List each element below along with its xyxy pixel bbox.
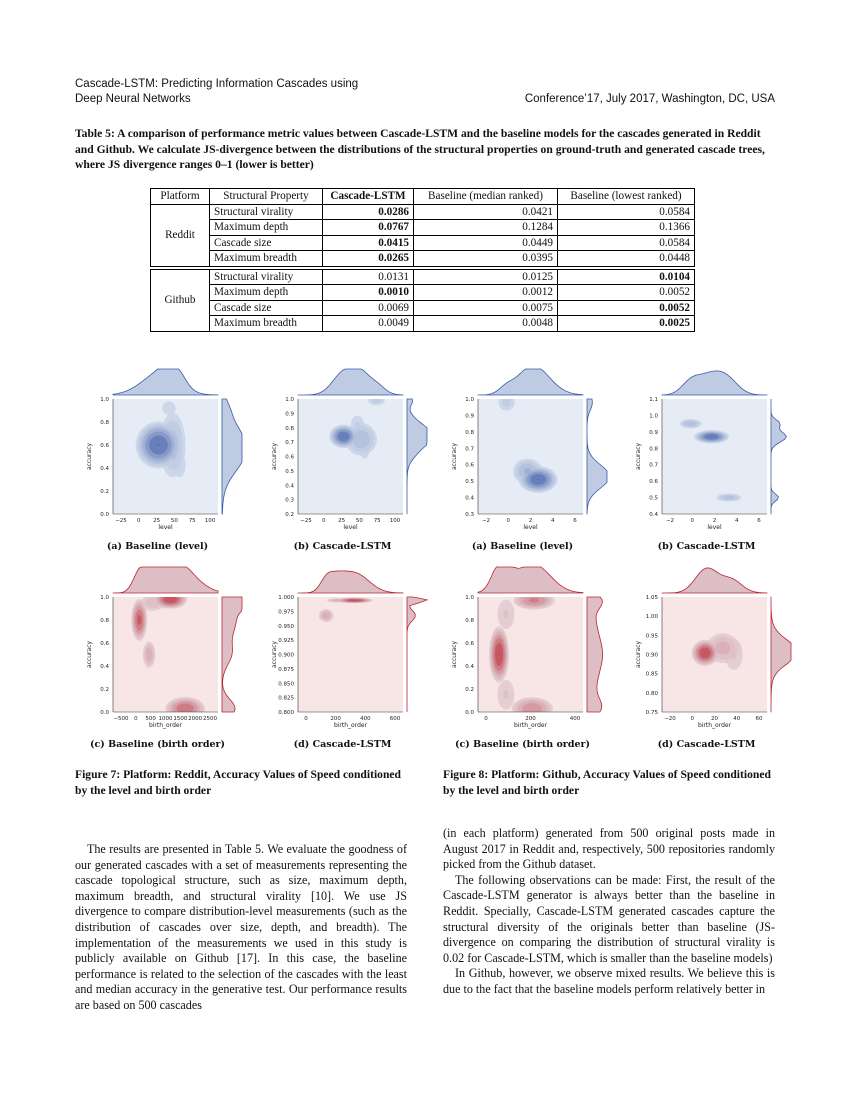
x-axis-label: birth_order xyxy=(148,722,183,729)
value-cell: 0.0104 xyxy=(558,269,695,285)
y-tick-label: 1.05 xyxy=(645,595,658,601)
y-tick-label: 0.80 xyxy=(645,690,658,697)
y-tick-label: 0.950 xyxy=(278,623,294,630)
platform-cell: Reddit xyxy=(151,204,210,266)
y-tick-label: 0.925 xyxy=(278,638,294,645)
property-cell: Structural virality xyxy=(210,269,323,285)
x-tick-label: 0 xyxy=(322,518,326,524)
x-tick-label: 50 xyxy=(355,518,363,524)
y-tick-label: 0.5 xyxy=(649,495,658,502)
marginal-x xyxy=(662,371,767,395)
y-axis-label: accuracy xyxy=(635,442,642,471)
x-axis-label: level xyxy=(523,524,538,531)
x-axis-label: birth_order xyxy=(697,722,732,729)
y-tick-label: 0.0 xyxy=(465,710,474,716)
x-tick-label: 200 xyxy=(330,716,341,722)
y-tick-label: 0.4 xyxy=(100,664,109,670)
header-baseline-lowest: Baseline (lowest ranked) xyxy=(558,189,695,205)
y-axis-label: accuracy xyxy=(451,640,458,669)
y-tick-label: 0.8 xyxy=(649,446,658,453)
plot-background xyxy=(478,399,583,514)
running-header-venue: Conference’17, July 2017, Washington, DC, USA xyxy=(524,93,775,105)
marginal-x xyxy=(478,369,583,395)
marginal-x xyxy=(113,369,218,395)
density-level xyxy=(715,641,730,654)
y-axis-label: accuracy xyxy=(271,640,278,669)
y-tick-label: 0.7 xyxy=(649,462,658,469)
x-tick-label: 0 xyxy=(690,716,694,722)
y-tick-label: 1.0 xyxy=(100,397,109,403)
subfigure-caption: (d) Cascade-LSTM xyxy=(657,739,756,750)
density-level xyxy=(352,430,369,448)
y-axis-label: accuracy xyxy=(635,640,642,669)
x-tick-label: 2000 xyxy=(188,716,203,722)
x-tick-label: 100 xyxy=(389,518,401,524)
header-line-2: Deep Neural Networks xyxy=(75,93,191,105)
density-level xyxy=(524,468,531,474)
header-line-1: Cascade-LSTM: Predicting Information Cascades using xyxy=(75,78,359,90)
y-axis-label: accuracy xyxy=(86,640,93,669)
y-tick-label: 0.2 xyxy=(100,489,109,495)
x-tick-label: 75 xyxy=(188,518,196,524)
x-tick-label: 2 xyxy=(528,518,533,524)
value-cell: 0.0584 xyxy=(558,204,695,220)
marginal-y xyxy=(222,597,242,712)
property-cell: Maximum breadth xyxy=(210,316,323,332)
y-tick-label: 0.4 xyxy=(465,664,474,670)
y-tick-label: 0.5 xyxy=(285,468,294,475)
value-cell: 0.0052 xyxy=(558,300,695,316)
figure-7-caption: Figure 7: Platform: Reddit, Accuracy Values of Speed conditioned by the level and birth order xyxy=(75,768,402,797)
y-tick-label: 0.2 xyxy=(285,512,294,518)
x-tick-label: 0 xyxy=(304,716,308,722)
y-tick-label: 0.5 xyxy=(465,479,474,486)
value-cell: 0.0395 xyxy=(414,251,558,267)
y-tick-label: 0.7 xyxy=(285,440,294,447)
y-tick-label: 1.1 xyxy=(649,397,658,403)
value-cell: 0.0049 xyxy=(323,316,414,332)
x-tick-label: 500 xyxy=(145,716,156,722)
density-level xyxy=(332,599,341,601)
x-tick-label: 100 xyxy=(204,518,216,524)
x-tick-label: −2 xyxy=(665,518,675,524)
plot-background xyxy=(662,399,767,514)
subfigure-caption: (b) Cascade-LSTM xyxy=(657,541,756,552)
figure-8-caption: Figure 8: Platform: Github, Accuracy Values of Speed conditioned by the level and birth order xyxy=(443,768,771,797)
density-plot xyxy=(271,571,427,750)
marginal-y xyxy=(222,399,242,514)
y-tick-label: 0.4 xyxy=(100,466,109,472)
y-tick-label: 1.0 xyxy=(465,397,474,403)
value-cell: 0.0421 xyxy=(414,204,558,220)
marginal-x xyxy=(662,568,767,593)
y-tick-label: 0.8 xyxy=(100,420,109,426)
y-tick-label: 0.825 xyxy=(278,695,294,702)
subfigure-caption: (c) Baseline (birth order) xyxy=(89,739,226,750)
marginal-y xyxy=(771,399,786,514)
value-cell: 0.0584 xyxy=(558,235,695,251)
y-tick-label: 0.875 xyxy=(278,666,294,673)
property-cell: Maximum breadth xyxy=(210,251,323,267)
marginal-x xyxy=(478,567,583,593)
density-level xyxy=(723,496,734,500)
y-tick-label: 0.6 xyxy=(100,443,109,449)
y-tick-label: 0.6 xyxy=(649,479,658,486)
density-plot xyxy=(451,369,607,552)
x-tick-label: 0 xyxy=(484,716,488,722)
y-axis-label: accuracy xyxy=(451,442,458,471)
density-level xyxy=(503,610,508,619)
y-tick-label: 0.90 xyxy=(645,652,658,659)
x-tick-label: 6 xyxy=(757,518,761,524)
x-tick-label: −25 xyxy=(115,518,127,524)
x-tick-label: 25 xyxy=(338,518,346,524)
density-plot xyxy=(86,369,242,552)
y-tick-label: 0.4 xyxy=(649,512,658,518)
subfigure-caption: (d) Cascade-LSTM xyxy=(293,739,392,750)
density-level xyxy=(705,652,706,653)
y-tick-label: 0.900 xyxy=(278,652,294,659)
y-tick-label: 0.75 xyxy=(645,710,658,716)
density-plot xyxy=(635,568,791,750)
x-tick-label: 6 xyxy=(573,518,577,524)
marginal-y xyxy=(407,399,427,514)
y-tick-label: 0.850 xyxy=(278,681,294,688)
marginal-y xyxy=(407,597,427,712)
body-left-column xyxy=(75,842,407,1014)
y-tick-label: 0.6 xyxy=(285,454,294,461)
value-cell: 0.0767 xyxy=(323,220,414,236)
density-level xyxy=(731,650,736,660)
y-tick-label: 0.8 xyxy=(100,618,109,624)
x-tick-label: −2 xyxy=(481,518,491,524)
paragraph: The following observations can be made: First, the result of the Cascade-LSTM generator is always better than the baseline in Reddit. Specially, Cascade-LSTM generated cascades capture the structural diversity of the originals better than baseline (JS-divergence on comparing the distribution of structural virality is 0.02 for Cascade-LSTM, which is smaller than the baseline models) xyxy=(443,872,775,965)
value-cell: 0.0025 xyxy=(558,316,695,332)
density-level xyxy=(137,615,141,625)
x-tick-label: 50 xyxy=(170,518,178,524)
value-cell: 0.0415 xyxy=(323,235,414,251)
density-level xyxy=(162,401,175,415)
y-tick-label: 0.0 xyxy=(100,710,109,716)
value-cell: 0.0012 xyxy=(414,285,558,301)
density-level xyxy=(322,612,330,619)
y-tick-label: 0.4 xyxy=(285,483,294,490)
x-tick-label: 400 xyxy=(360,716,371,722)
x-tick-label: 2 xyxy=(712,518,717,524)
value-cell: 0.0069 xyxy=(323,300,414,316)
y-axis-label: accuracy xyxy=(86,442,93,471)
y-tick-label: 0.6 xyxy=(465,641,474,647)
x-tick-label: −20 xyxy=(664,716,676,722)
value-cell: 0.0052 xyxy=(558,285,695,301)
property-cell: Maximum depth xyxy=(210,220,323,236)
density-level xyxy=(522,703,542,714)
y-tick-label: 0.0 xyxy=(100,512,109,518)
x-tick-label: 20 xyxy=(711,716,718,722)
y-tick-label: 0.800 xyxy=(278,710,294,716)
x-tick-label: 75 xyxy=(373,518,381,524)
density-level xyxy=(146,647,153,661)
marginal-x xyxy=(113,567,218,593)
subfigure-caption: (c) Baseline (birth order) xyxy=(454,739,591,750)
x-tick-label: 0 xyxy=(506,518,510,524)
x-tick-label: 600 xyxy=(389,716,401,722)
value-cell: 0.0449 xyxy=(414,235,558,251)
density-level xyxy=(343,436,344,437)
value-cell: 0.0448 xyxy=(558,251,695,267)
density-level xyxy=(537,479,538,480)
density-level xyxy=(529,598,539,602)
density-level xyxy=(503,690,508,699)
y-tick-label: 0.8 xyxy=(465,618,474,624)
value-cell: 0.0075 xyxy=(414,300,558,316)
marginal-y xyxy=(771,597,791,712)
property-cell: Cascade size xyxy=(210,235,323,251)
y-tick-label: 0.3 xyxy=(285,497,294,504)
x-tick-label: 400 xyxy=(569,716,581,722)
y-tick-label: 0.6 xyxy=(465,462,474,469)
table-caption: Table 5: A comparison of performance metric values between Cascade-LSTM and the baseline models for the cascades generated in Reddit and Github. We calculate JS-divergence between the distributions of the structural properties on ground-truth and generated cascade trees, where JS divergence ranges 0–1 (lower is better) xyxy=(75,127,765,171)
y-tick-label: 0.7 xyxy=(465,446,474,453)
x-tick-label: −500 xyxy=(113,716,129,722)
y-tick-label: 1.000 xyxy=(278,595,294,601)
y-tick-label: 0.975 xyxy=(278,609,294,616)
subfigure-caption: (b) Cascade-LSTM xyxy=(293,541,392,552)
x-tick-label: 0 xyxy=(134,716,138,722)
y-tick-label: 0.2 xyxy=(100,687,109,693)
paragraph: The results are presented in Table 5. We evaluate the goodness of our generated cascades with a set of measurements representing the cascade topological structure, such as size, maximum depth, maximum breadth, and structural virality [10]. We use JS divergence to compare distribution-level measurements (such as the distribution of cascades over size, depth, and breadth). The implementation of the measurements we used in this study is publicly available on Github [17]. In this case, the baseline performance is related to the selection of the cascades with the least and median accuracy in the generative test. Our performance results are based on 500 cascades xyxy=(75,842,407,1012)
property-cell: Structural virality xyxy=(210,204,323,220)
x-axis-label: birth_order xyxy=(333,722,368,729)
y-tick-label: 0.3 xyxy=(465,512,474,518)
value-cell: 0.0125 xyxy=(414,269,558,285)
header-cascade-lstm: Cascade-LSTM xyxy=(323,189,414,205)
density-level xyxy=(499,654,500,656)
y-tick-label: 0.9 xyxy=(285,411,294,418)
x-tick-label: −25 xyxy=(300,518,312,524)
x-axis-label: birth_order xyxy=(513,722,548,729)
x-axis-label: level xyxy=(158,524,173,531)
paragraph: In Github, however, we observe mixed results. We believe this is due to the fact that the baseline models perform relatively better in xyxy=(443,966,775,996)
x-tick-label: 4 xyxy=(551,518,555,524)
header-platform: Platform xyxy=(151,189,210,205)
x-tick-label: 0 xyxy=(137,518,141,524)
y-tick-label: 1.0 xyxy=(649,413,658,420)
density-plot xyxy=(635,371,786,552)
x-tick-label: 200 xyxy=(525,716,536,722)
subfigure-caption: (a) Baseline (level) xyxy=(471,541,574,552)
y-tick-label: 1.0 xyxy=(465,595,474,601)
marginal-y xyxy=(587,399,607,514)
property-cell: Maximum depth xyxy=(210,285,323,301)
density-level xyxy=(502,398,511,407)
property-cell: Cascade size xyxy=(210,300,323,316)
density-level xyxy=(372,398,381,403)
marginal-x xyxy=(298,369,403,395)
value-cell: 0.0048 xyxy=(414,316,558,332)
y-tick-label: 1.00 xyxy=(645,614,658,621)
value-cell: 0.0265 xyxy=(323,251,414,267)
plot-background xyxy=(113,597,218,712)
density-plot xyxy=(86,567,242,750)
body-right-column xyxy=(443,826,775,998)
x-tick-label: 4 xyxy=(735,518,739,524)
x-tick-label: 1500 xyxy=(173,716,188,722)
density-level xyxy=(170,599,171,600)
y-tick-label: 1.0 xyxy=(285,397,294,403)
y-tick-label: 0.9 xyxy=(649,429,658,436)
x-axis-label: level xyxy=(707,524,722,531)
subfigure-caption: (a) Baseline (level) xyxy=(106,541,209,552)
value-cell: 0.0131 xyxy=(323,269,414,285)
marginal-x xyxy=(298,571,403,593)
platform-cell: Github xyxy=(151,269,210,331)
value-cell: 0.1366 xyxy=(558,220,695,236)
value-cell: 0.1284 xyxy=(414,220,558,236)
value-cell: 0.0286 xyxy=(323,204,414,220)
x-tick-label: 1000 xyxy=(158,716,173,722)
x-tick-label: 0 xyxy=(690,518,694,524)
y-axis-label: accuracy xyxy=(271,442,278,471)
y-tick-label: 1.0 xyxy=(100,595,109,601)
y-tick-label: 0.8 xyxy=(285,425,294,432)
plot-background xyxy=(298,597,403,712)
y-tick-label: 0.9 xyxy=(465,413,474,420)
density-level xyxy=(355,422,359,428)
y-tick-label: 0.95 xyxy=(645,633,658,640)
density-level xyxy=(158,444,160,446)
y-tick-label: 0.2 xyxy=(465,687,474,693)
x-tick-label: 25 xyxy=(153,518,161,524)
header-baseline-median: Baseline (median ranked) xyxy=(414,189,558,205)
paragraph: (in each platform) generated from 500 original posts made in August 2017 in Reddit and, respectively, 500 repositories randomly picked from the Github dataset. xyxy=(443,826,775,872)
x-tick-label: 60 xyxy=(755,716,763,722)
density-plot xyxy=(271,369,427,552)
marginal-y xyxy=(587,597,603,712)
density-level xyxy=(685,421,697,426)
y-tick-label: 0.85 xyxy=(645,671,658,678)
y-tick-label: 0.6 xyxy=(100,641,109,647)
header-property: Structural Property xyxy=(210,189,323,205)
density-plot xyxy=(451,567,603,750)
y-tick-label: 0.4 xyxy=(465,495,474,502)
x-tick-label: 2500 xyxy=(203,716,217,722)
value-cell: 0.0010 xyxy=(323,285,414,301)
x-tick-label: 40 xyxy=(733,716,741,722)
x-axis-label: level xyxy=(343,524,358,531)
y-tick-label: 0.8 xyxy=(465,429,474,436)
plot-background xyxy=(298,399,403,514)
